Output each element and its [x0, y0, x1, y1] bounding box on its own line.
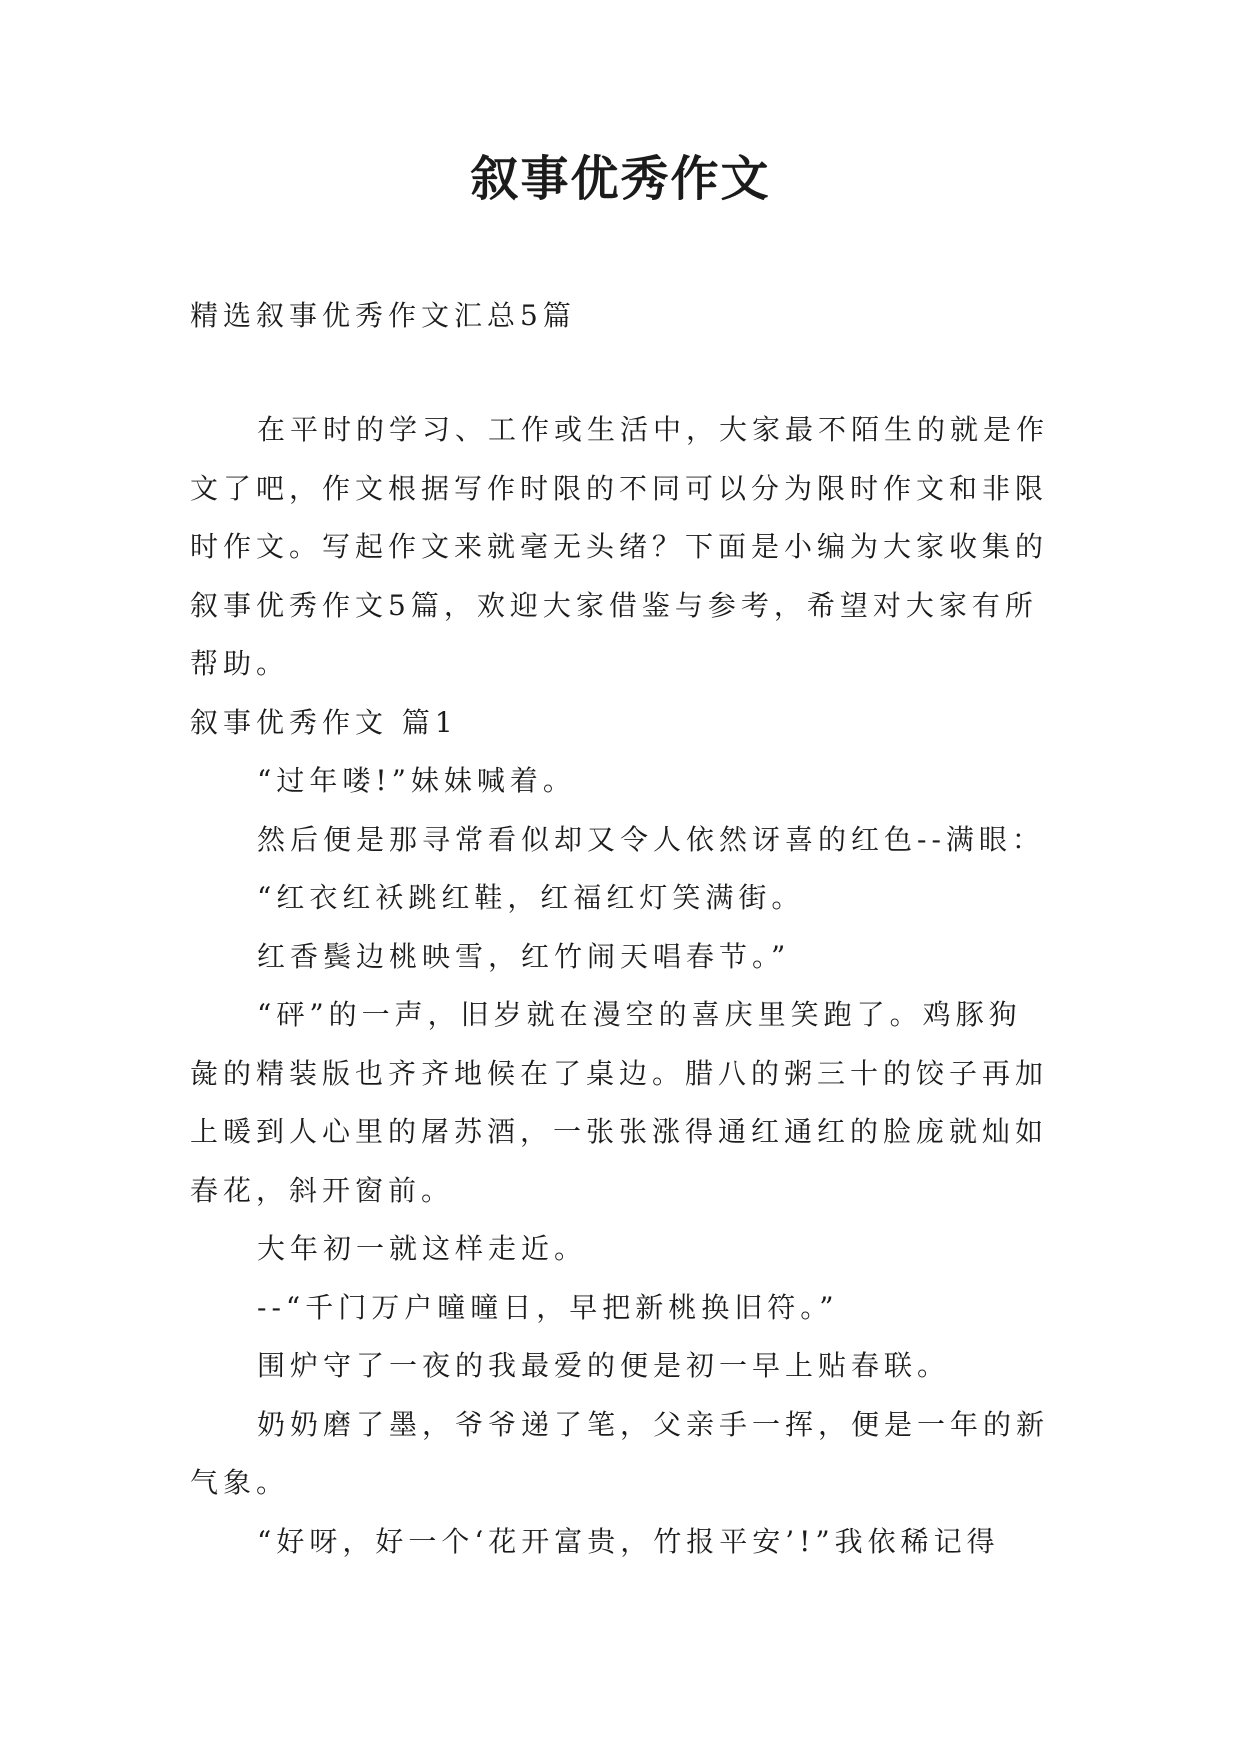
body-line: 上暖到人心里的屠苏酒，一张张涨得通红通红的脸庞就灿如: [190, 1115, 1049, 1148]
body-line: 围炉守了一夜的我最爱的便是初一早上贴春联。: [257, 1349, 951, 1382]
body-line: 气象。: [190, 1466, 290, 1499]
body-line: “好呀，好一个‘花开富贵，竹报平安’!”我依稀记得: [257, 1524, 1000, 1558]
body-line: 奶奶磨了墨，爷爷递了笔，父亲手一挥，便是一年的新: [257, 1407, 1050, 1441]
body-line: 春花，斜开窗前。: [190, 1173, 455, 1207]
body-line: 然后便是那寻常看似却又令人依然讶喜的红色--满眼：: [257, 822, 1045, 856]
body-line: 大年初一就这样走近。: [257, 1232, 588, 1265]
body-line: “砰”的一声，旧岁就在漫空的喜庆里笑跑了。鸡豚狗: [257, 998, 1022, 1031]
body-line: 叙事优秀作文5篇，欢迎大家借鉴与参考，希望对大家有所: [190, 588, 1038, 622]
section-heading: 叙事优秀作文 篇1: [190, 705, 458, 739]
body-line: 文了吧，作文根据写作时限的不同可以分为限时作文和非限: [190, 471, 1049, 505]
body-line: 红香鬓边桃映雪，红竹闹天唱春节。”: [257, 939, 791, 973]
body-line: 时作文。写起作文来就毫无头绪？下面是小编为大家收集的: [190, 530, 1049, 563]
body-line: 在平时的学习、工作或生活中，大家最不陌生的就是作: [257, 413, 1050, 446]
body-line: “红衣红袄跳红鞋，红福红灯笑满街。: [257, 881, 805, 914]
body-line: 帮助。: [190, 647, 290, 680]
subtitle: 精选叙事优秀作文汇总5篇: [190, 299, 576, 332]
document-body: [190, 401, 1090, 1571]
body-line: --“千门万户曈曈日，早把新桃换旧符。”: [257, 1290, 839, 1324]
body-line: 彘的精装版也齐齐地候在了桌边。腊八的粥三十的饺子再加: [190, 1056, 1049, 1090]
page-title: 叙事优秀作文: [470, 151, 771, 207]
body-line: “过年喽!”妹妹喊着。: [257, 764, 576, 797]
